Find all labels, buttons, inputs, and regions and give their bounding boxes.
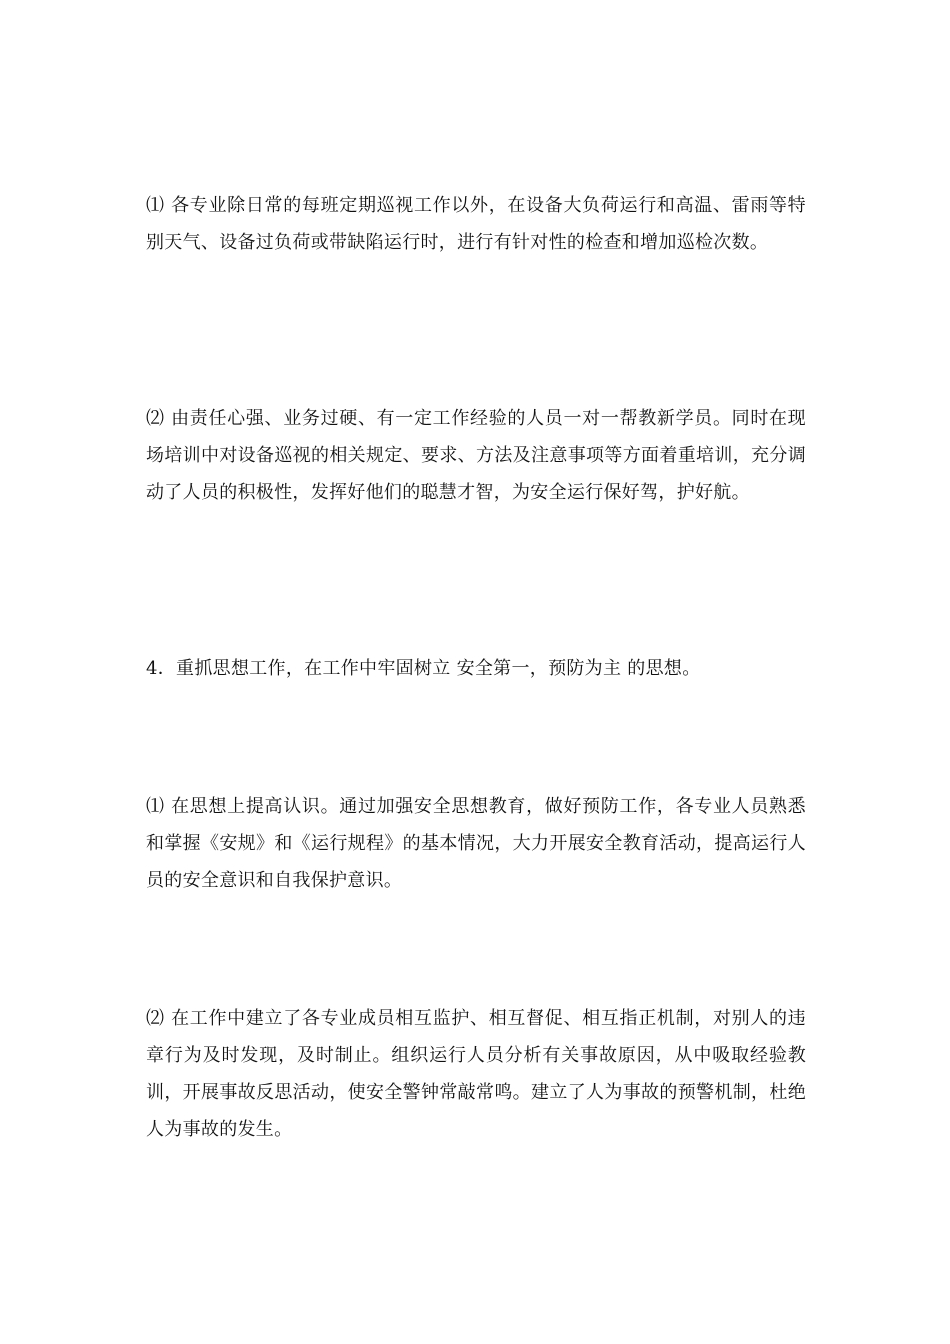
paragraph-mutual-supervision: ⑵ 在工作中建立了各专业成员相互监护、相互督促、相互指正机制，对别人的违章行为及时发现，及时制止。组织运行人员分析有关事故原因，从中吸取经验教训，开展事故反思活动，使安全警钟常敲常鸣。建立了人为事故的预警机制，杜绝人为事故的发生。: [146, 1008, 806, 1140]
paragraph-inspection-frequency: ⑴ 各专业除日常的每班定期巡视工作以外，在设备大负荷运行和高温、雷雨等特别天气、设备过负荷或带缺陷运行时，进行有针对性的检查和增加巡检次数。: [146, 195, 806, 253]
section-heading-safety-thought: 4．重抓思想工作，在工作中牢固树立 安全第一，预防为主 的思想。: [146, 658, 701, 679]
paragraph-mentoring-training: ⑵ 由责任心强、业务过硬、有一定工作经验的人员一对一帮教新学员。同时在现场培训中对设备巡视的相关规定、要求、方法及注意事项等方面着重培训，充分调动了人员的积极性，发挥好他们的聪慧才智，为安全运行保好驾，护好航。: [146, 408, 806, 503]
paragraph-safety-awareness: ⑴ 在思想上提高认识。通过加强安全思想教育，做好预防工作，各专业人员熟悉和掌握《安规》和《运行规程》的基本情况，大力开展安全教育活动，提高运行人员的安全意识和自我保护意识。: [146, 796, 806, 891]
